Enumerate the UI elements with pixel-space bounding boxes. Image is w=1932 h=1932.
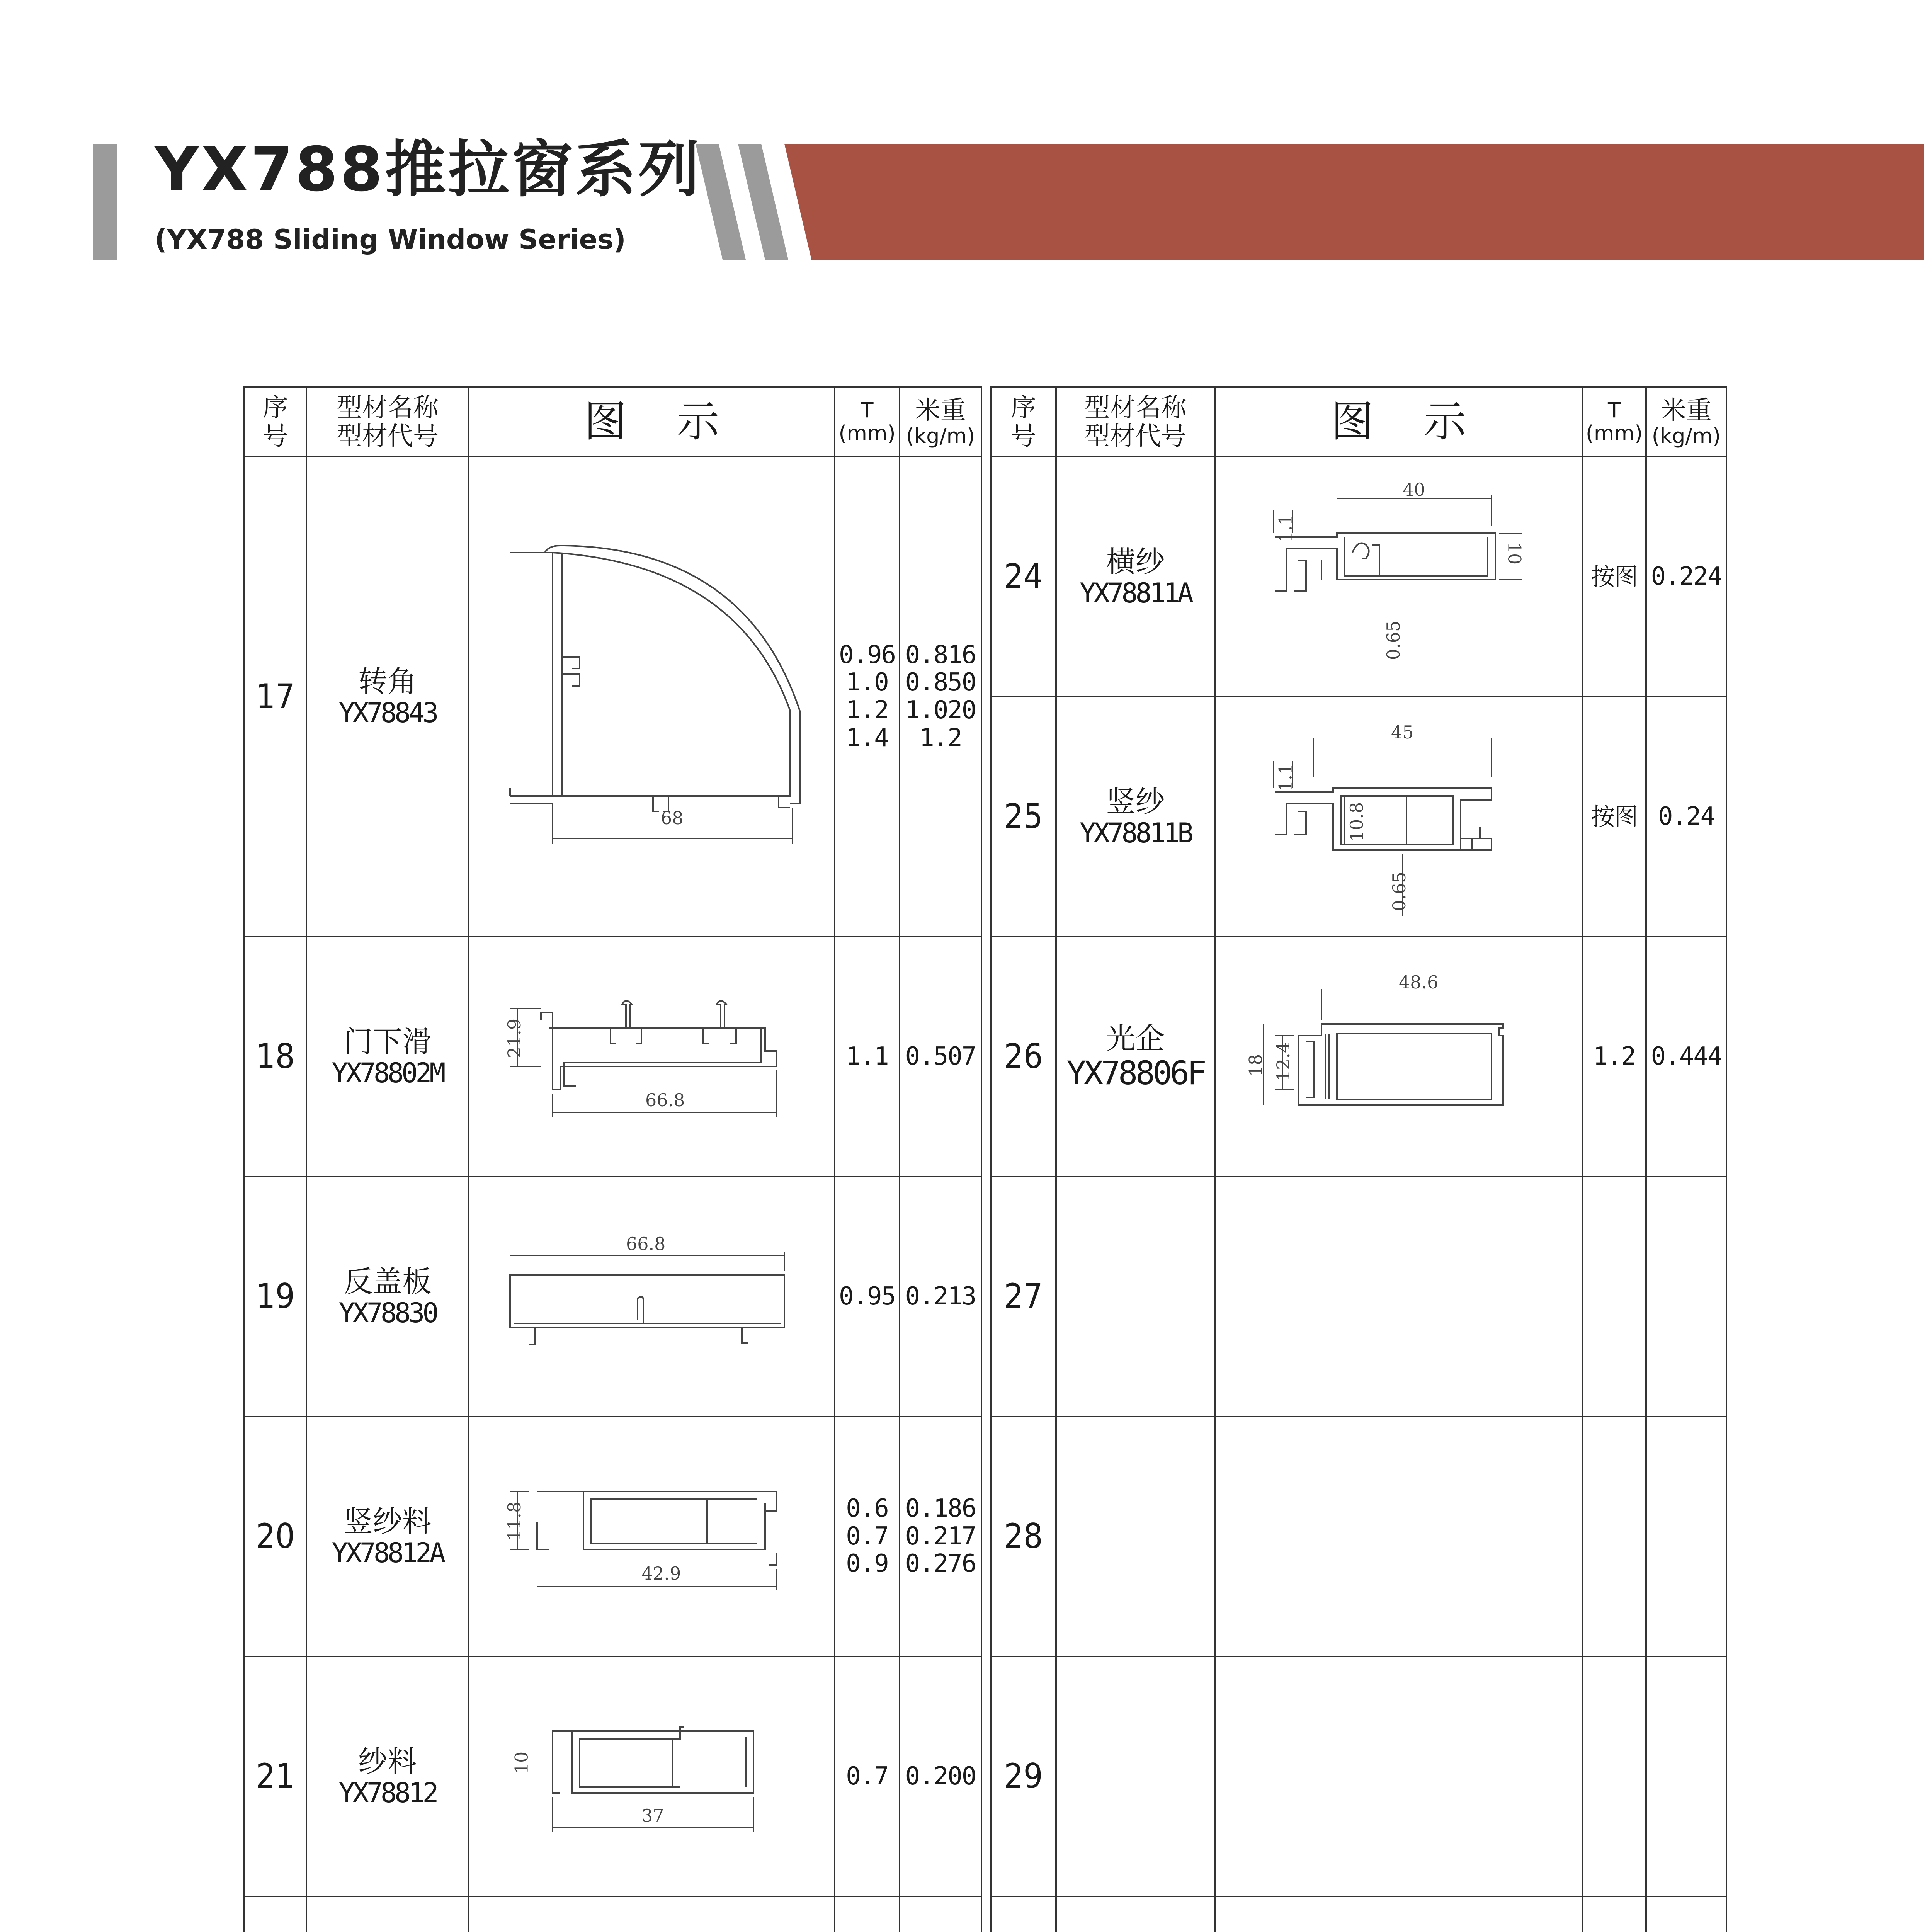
row-17-number: 17: [256, 676, 295, 716]
header-name-right: 型材名称 型材代号: [1084, 393, 1187, 451]
row-25-thickness: 按图: [1591, 802, 1638, 831]
row-17-dim-width: 68: [661, 808, 684, 828]
row-26-dim-width: 48.6: [1399, 972, 1439, 993]
row-25-name: 竖纱 YX78811B: [1079, 784, 1192, 849]
header-weight: 米重 (kg/m): [906, 395, 975, 448]
row-20-thickness: 0.6 0.7 0.9: [846, 1494, 888, 1578]
row-25-dim-wall: 0.65: [1389, 871, 1410, 912]
row-19-thickness: 0.95: [838, 1282, 896, 1311]
row-17-profile-drawing: [506, 541, 815, 850]
page-subtitle: (YX788 Sliding Window Series): [155, 224, 626, 255]
row-24-dim-lip: 1.1: [1275, 514, 1296, 543]
header-grey-bar: [93, 144, 117, 260]
row-26-name: 光企 YX78806F: [1066, 1021, 1204, 1092]
row-25-dim-height: 10.8: [1346, 802, 1367, 842]
header-thickness: T (mm): [838, 398, 896, 446]
row-24-name: 横纱 YX78811A: [1079, 544, 1192, 609]
row-18-number: 18: [256, 1036, 295, 1077]
profile-table: [243, 386, 1727, 1932]
row-19-profile-drawing: [506, 1233, 800, 1360]
row-18-weight: 0.507: [905, 1042, 976, 1071]
row-19-name: 反盖板 YX78830: [338, 1264, 437, 1329]
row-29-number: 29: [1004, 1756, 1043, 1796]
header-seq-right: 序 号: [1010, 393, 1036, 451]
row-25-dim-lip: 1.1: [1275, 763, 1296, 792]
row-21-weight: 0.200: [905, 1762, 976, 1791]
row-21-dim-width: 37: [641, 1805, 664, 1826]
row-20-dim-height: 11.8: [504, 1501, 525, 1541]
header-weight-right: 米重 (kg/m): [1651, 395, 1721, 448]
row-24-thickness: 按图: [1591, 562, 1638, 591]
row-20-number: 20: [256, 1516, 295, 1556]
row-19-dim-width: 66.8: [626, 1233, 666, 1254]
row-18-thickness: 1.1: [846, 1042, 888, 1071]
row-17-name: 转角 YX78843: [338, 664, 437, 729]
row-21-number: 21: [256, 1756, 295, 1796]
row-24-dim-width: 40: [1403, 479, 1425, 500]
row-26-weight: 0.444: [1651, 1042, 1722, 1071]
row-21-dim-height: 10: [511, 1751, 532, 1774]
row-18-profile-drawing: [498, 989, 800, 1128]
header-figure-right: 图示: [1331, 397, 1517, 447]
row-18-name: 门下滑 YX78802M: [332, 1024, 444, 1089]
row-25-weight: 0.24: [1658, 802, 1715, 831]
row-26-dim-height: 18: [1245, 1054, 1266, 1077]
row-20-name: 竖纱料 YX78812A: [332, 1504, 444, 1569]
row-17-weight: 0.816 0.850 1.020 1.2: [905, 640, 976, 752]
row-26-dim-inner: 12.4: [1273, 1041, 1294, 1082]
row-25-profile-drawing: [1264, 722, 1542, 920]
row-21-thickness: 0.7: [846, 1762, 888, 1791]
row-20-weight: 0.186 0.217 0.276: [905, 1494, 976, 1578]
row-26-profile-drawing: [1245, 972, 1534, 1132]
row-20-dim-width: 42.9: [641, 1563, 681, 1584]
row-22-thickness: [835, 1896, 900, 1932]
page-title: YX788推拉窗系列: [155, 134, 702, 205]
header-seq: 序 号: [262, 393, 288, 451]
row-19-number: 19: [256, 1276, 295, 1316]
row-22-number: [244, 1896, 306, 1932]
row-22-weight: [900, 1896, 981, 1932]
row-18-dim-height: 21.9: [504, 1018, 525, 1058]
row-25-dim-width: 45: [1391, 722, 1414, 743]
row-21-profile-drawing: [498, 1716, 792, 1839]
row-24-weight: 0.224: [1651, 562, 1722, 591]
row-18-dim-width: 66.8: [645, 1090, 685, 1111]
row-21-name: 纱料 YX78812: [338, 1744, 437, 1809]
row-30-number: [991, 1896, 1056, 1932]
row-26-thickness: 1.2: [1593, 1042, 1636, 1071]
header-name: 型材名称 型材代号: [337, 393, 439, 451]
header-thickness-right: T (mm): [1585, 398, 1643, 446]
row-25-number: 25: [1004, 796, 1043, 837]
row-24-dim-wall: 0.65: [1383, 620, 1404, 660]
row-27-number: 27: [1004, 1276, 1043, 1316]
row-20-profile-drawing: [498, 1476, 792, 1600]
header-figure: 图示: [584, 397, 770, 447]
row-17-thickness: 0.96 1.0 1.2 1.4: [838, 640, 896, 752]
row-24-number: 24: [1004, 556, 1043, 597]
row-24-dim-height: 10: [1504, 542, 1525, 565]
row-24-profile-drawing: [1264, 479, 1534, 672]
row-19-weight: 0.213: [905, 1282, 976, 1311]
row-22-name: [306, 1896, 469, 1932]
header-accent-band: [696, 144, 1924, 260]
row-26-number: 26: [1004, 1036, 1043, 1077]
row-28-number: 28: [1004, 1516, 1043, 1556]
